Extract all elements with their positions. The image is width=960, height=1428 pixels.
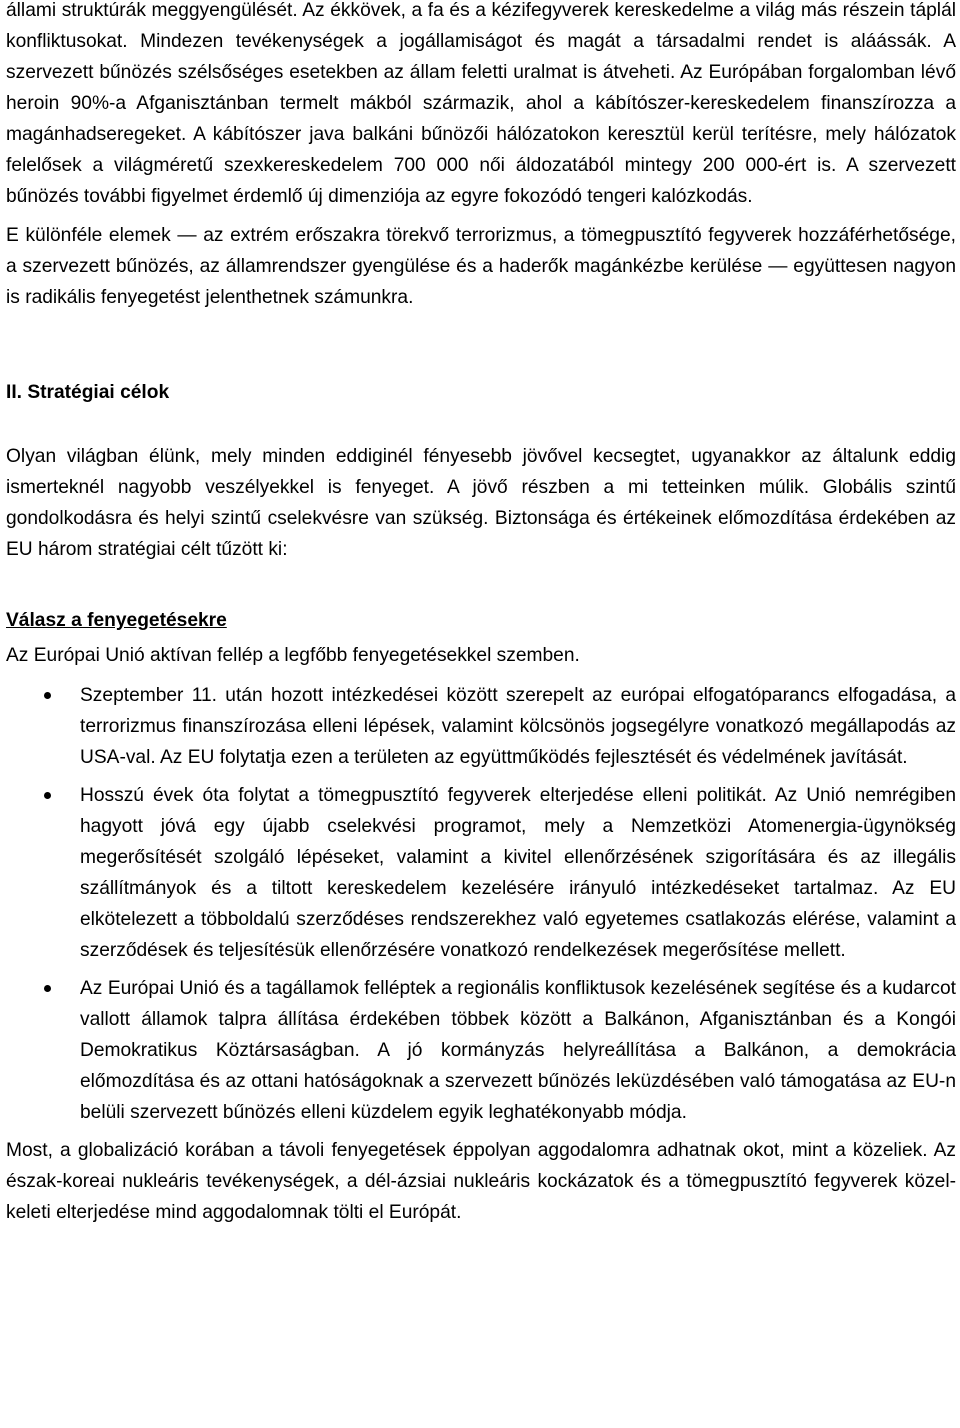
section-heading: II. Stratégiai célok <box>6 382 170 403</box>
list-item <box>6 680 956 773</box>
subsection-heading: Válasz a fenyegetésekre <box>6 610 227 631</box>
body-paragraph: E különféle elemek — az extrém erőszakra törekvő terrorizmus, a tömegpusztító fegyverek hozzáférhetősége, a szervezett bűnözés, az államrendszer gyengülése és a haderők magánkézbe kerülése — együttesen nagyon is radikális fenyegetést jelenthetnek számunkra. <box>6 225 956 308</box>
list-item-text: Hosszú évek óta folytat a tömegpusztító fegyverek elterjedése elleni politikát. Az Unió nemrégiben hagyott jóvá egy újabb cselekvési programot, mely a Nemzetközi Atomenergia-ügynökség megerősítését szolgáló lépéseket, valamint a kivitel ellenőrzésének szigorítására és az illegális szállítmányok és a tiltott kereskedelem kezelésére irányuló intézkedéseket tartalmaz. Az EU elkötelezett a többoldalú szerződéses rendszerekhez való egyetemes csatlakozás elérése, valamint a szerződések és teljesítésük ellenőrzésére vonatkozó rendelkezések megerősítése mellett. <box>80 785 956 961</box>
subsection-intro: Az Európai Unió aktívan fellép a legfőbb fenyegetésekkel szemben. <box>6 645 580 666</box>
list-item-text: Az Európai Unió és a tagállamok felléptek a regionális konfliktusok kezelésének segítése és a kudarcot vallott államok talpra állítása érdekében többek között a Balkánon, Afganisztánban és a Kongói Demokratikus Köztársaságban. A jó kormányzás helyreállítása a Balkánon, a demokrácia előmozdítása és az ottani hatóságoknak a szervezett bűnözés leküzdésében való támogatása az EU-n belüli szervezett bűnözés elleni küzdelem egyik leghatékonyabb módja. <box>80 978 956 1123</box>
bullet-list <box>6 680 956 1128</box>
section-paragraph: Olyan világban élünk, mely minden eddiginél fényesebb jövővel kecsegtet, ugyanakkor az általunk eddig ismerteknél nagyobb veszélyekkel is fenyeget. A jövő részben a mi tetteinken múlik. Globális szintű gondolkodásra és helyi szintű cselekvésre van szükség. Biztonsága és értékeinek előmozdítása érdekében az EU három stratégiai célt tűzött ki: <box>6 446 956 560</box>
list-item <box>6 780 956 966</box>
bullet-icon <box>44 792 51 799</box>
bullet-icon <box>44 985 51 992</box>
list-item-text: Szeptember 11. után hozott intézkedései között szerepelt az európai elfogatóparancs elfogadása, a terrorizmus finanszírozása elleni lépések, valamint kölcsönös jogsegélyre vonatkozó megállapodás az USA-val. Az EU folytatja ezen a területen az együttműködés fejlesztését és védelmének javítását. <box>80 685 956 768</box>
body-paragraph: állami struktúrák meggyengülését. Az ékkövek, a fa és a kézifegyverek kereskedelme a világ más részein táplál konfliktusokat. Mindezen tevékenységek a jogállamiságot és magát a társadalmi rendet is aláássák. A szervezett bűnözés szélsőséges esetekben az állam feletti uralmat is átveheti. Az Európában forgalomban lévő heroin 90%-a Afganisztánban termelt mákból származik, ahol a kábítószer-kereskedelem finanszírozza a magánhadseregeket. A kábítószer java balkáni bűnözői hálózatokon keresztül kerül terítésre, mely hálózatok felelősek a világméretű szexkereskedelem 700 000 női áldozatából mintegy 200 000-ért is. A szervezett bűnözés további figyelmet érdemlő új dimenziója az egyre fokozódó tengeri kalózkodás. <box>6 0 956 207</box>
bullet-icon <box>44 692 51 699</box>
closing-paragraph: Most, a globalizáció korában a távoli fenyegetések éppolyan aggodalomra adhatnak okot, mint a közeliek. Az észak-koreai nukleáris tevékenységek, a dél-ázsiai nukleáris kockázatok és a tömegpusztító fegyverek közel-keleti elterjedése mind aggodalomnak tölti el Európát. <box>6 1140 956 1223</box>
list-item <box>6 973 956 1128</box>
document-page <box>6 0 956 1228</box>
